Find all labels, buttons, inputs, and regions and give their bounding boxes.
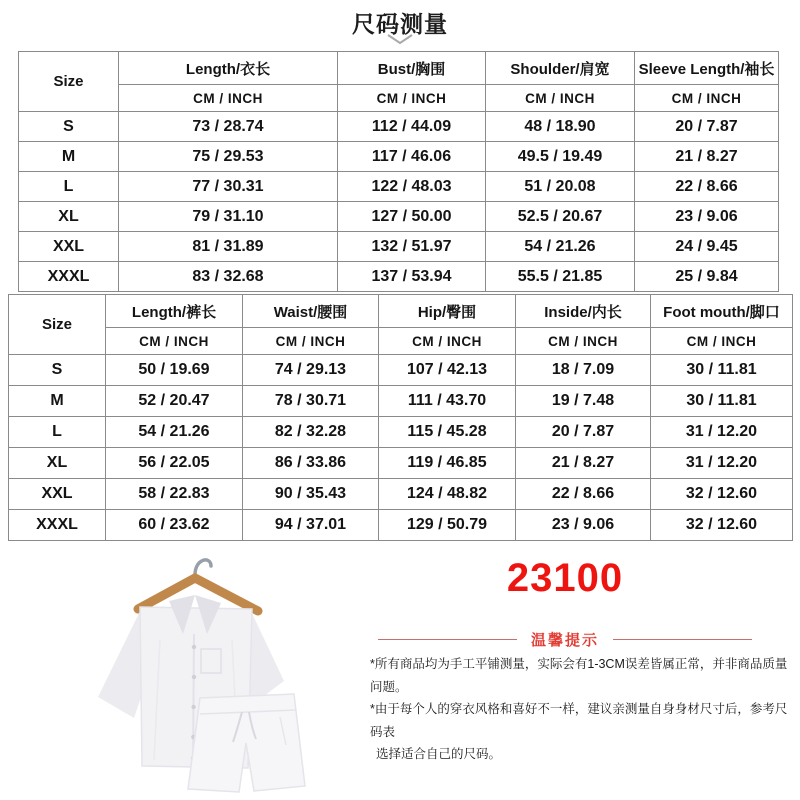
size-cell: M [19,142,119,172]
size-cell: XXL [9,479,106,510]
table-row [9,417,793,448]
tips-header-label: 温馨提示 [531,632,600,649]
value-cell: 73 / 28.74 [119,112,338,142]
value-cell: 124 / 48.82 [379,479,516,510]
size-cell: XXL [19,232,119,262]
table-row [19,172,779,202]
value-cell: 21 / 8.27 [635,142,779,172]
value-cell: 56 / 22.05 [106,448,243,479]
value-cell: 54 / 21.26 [106,417,243,448]
value-cell: 51 / 20.08 [486,172,635,202]
value-cell: 55.5 / 21.85 [486,262,635,292]
value-cell: 129 / 50.79 [379,510,516,541]
table-row [19,202,779,232]
unit-header: CM / INCH [338,85,486,112]
table-row [19,262,779,292]
value-cell: 90 / 35.43 [243,479,379,510]
table-row [9,448,793,479]
value-cell: 79 / 31.10 [119,202,338,232]
column-header-sleeve: Sleeve Length/袖长 [635,52,779,85]
column-header-waist: Waist/腰围 [243,295,379,328]
table-row [9,510,793,541]
value-cell: 115 / 45.28 [379,417,516,448]
product-number: 23100 [506,556,624,600]
size-cell: M [9,386,106,417]
value-cell: 32 / 12.60 [651,479,793,510]
size-cell: XXXL [19,262,119,292]
product-image [42,545,342,800]
size-cell: XL [19,202,119,232]
value-cell: 23 / 9.06 [635,202,779,232]
value-cell: 107 / 42.13 [379,355,516,386]
unit-header: CM / INCH [379,328,516,355]
divider-line [378,639,517,640]
column-header-length: Length/衣长 [119,52,338,85]
value-cell: 30 / 11.81 [651,355,793,386]
value-cell: 50 / 19.69 [106,355,243,386]
value-cell: 49.5 / 19.49 [486,142,635,172]
size-cell: L [19,172,119,202]
value-cell: 30 / 11.81 [651,386,793,417]
value-cell: 81 / 31.89 [119,232,338,262]
value-cell: 25 / 9.84 [635,262,779,292]
value-cell: 23 / 9.06 [516,510,651,541]
column-header-inside: Inside/内长 [516,295,651,328]
value-cell: 18 / 7.09 [516,355,651,386]
unit-header: CM / INCH [486,85,635,112]
value-cell: 22 / 8.66 [635,172,779,202]
unit-header: CM / INCH [119,85,338,112]
value-cell: 22 / 8.66 [516,479,651,510]
tip-line: *由于每个人的穿衣风格和喜好不一样，建议亲测量自身身材尺寸后，参考尺码表 [370,702,788,739]
value-cell: 132 / 51.97 [338,232,486,262]
value-cell: 31 / 12.20 [651,417,793,448]
value-cell: 83 / 32.68 [119,262,338,292]
table-row [19,142,779,172]
unit-header: CM / INCH [516,328,651,355]
shorts-graphic [188,694,305,792]
value-cell: 24 / 9.45 [635,232,779,262]
chevron-down-icon [0,33,800,45]
value-cell: 117 / 46.06 [338,142,486,172]
value-cell: 52.5 / 20.67 [486,202,635,232]
page-title: 尺码测量 [352,11,448,37]
value-cell: 32 / 12.60 [651,510,793,541]
tip-line: *所有商品均为手工平铺测量，实际会有1-3CM误差皆属正常，并非商品质量问题。 [370,657,788,694]
unit-header: CM / INCH [106,328,243,355]
size-cell: S [9,355,106,386]
tips-header [378,629,752,650]
divider-line [613,639,752,640]
value-cell: 21 / 8.27 [516,448,651,479]
column-header-bust: Bust/胸围 [338,52,486,85]
unit-header: CM / INCH [243,328,379,355]
size-cell: L [9,417,106,448]
size-column-header: Size [9,295,106,355]
value-cell: 112 / 44.09 [338,112,486,142]
value-cell: 31 / 12.20 [651,448,793,479]
value-cell: 127 / 50.00 [338,202,486,232]
value-cell: 122 / 48.03 [338,172,486,202]
value-cell: 60 / 23.62 [106,510,243,541]
value-cell: 48 / 18.90 [486,112,635,142]
bottoms-size-table [8,294,793,541]
unit-header: CM / INCH [651,328,793,355]
size-cell: S [19,112,119,142]
tip-line: 选择适合自己的尺码。 [376,747,502,761]
value-cell: 52 / 20.47 [106,386,243,417]
table-row [9,479,793,510]
column-header-foot-mouth: Foot mouth/脚口 [651,295,793,328]
value-cell: 75 / 29.53 [119,142,338,172]
value-cell: 58 / 22.83 [106,479,243,510]
value-cell: 137 / 53.94 [338,262,486,292]
value-cell: 78 / 30.71 [243,386,379,417]
value-cell: 94 / 37.01 [243,510,379,541]
value-cell: 19 / 7.48 [516,386,651,417]
table-row [19,232,779,262]
value-cell: 119 / 46.85 [379,448,516,479]
table-row [9,355,793,386]
value-cell: 54 / 21.26 [486,232,635,262]
unit-header: CM / INCH [635,85,779,112]
tops-size-table [18,51,779,292]
value-cell: 86 / 33.86 [243,448,379,479]
value-cell: 74 / 29.13 [243,355,379,386]
tips-text [370,653,798,766]
size-cell: XL [9,448,106,479]
size-column-header: Size [19,52,119,112]
table-row [19,112,779,142]
table-row [9,386,793,417]
column-header-hip: Hip/臀围 [379,295,516,328]
size-cell: XXXL [9,510,106,541]
value-cell: 20 / 7.87 [516,417,651,448]
value-cell: 77 / 30.31 [119,172,338,202]
value-cell: 20 / 7.87 [635,112,779,142]
value-cell: 82 / 32.28 [243,417,379,448]
column-header-shoulder: Shoulder/肩宽 [486,52,635,85]
column-header-length: Length/裤长 [106,295,243,328]
value-cell: 111 / 43.70 [379,386,516,417]
